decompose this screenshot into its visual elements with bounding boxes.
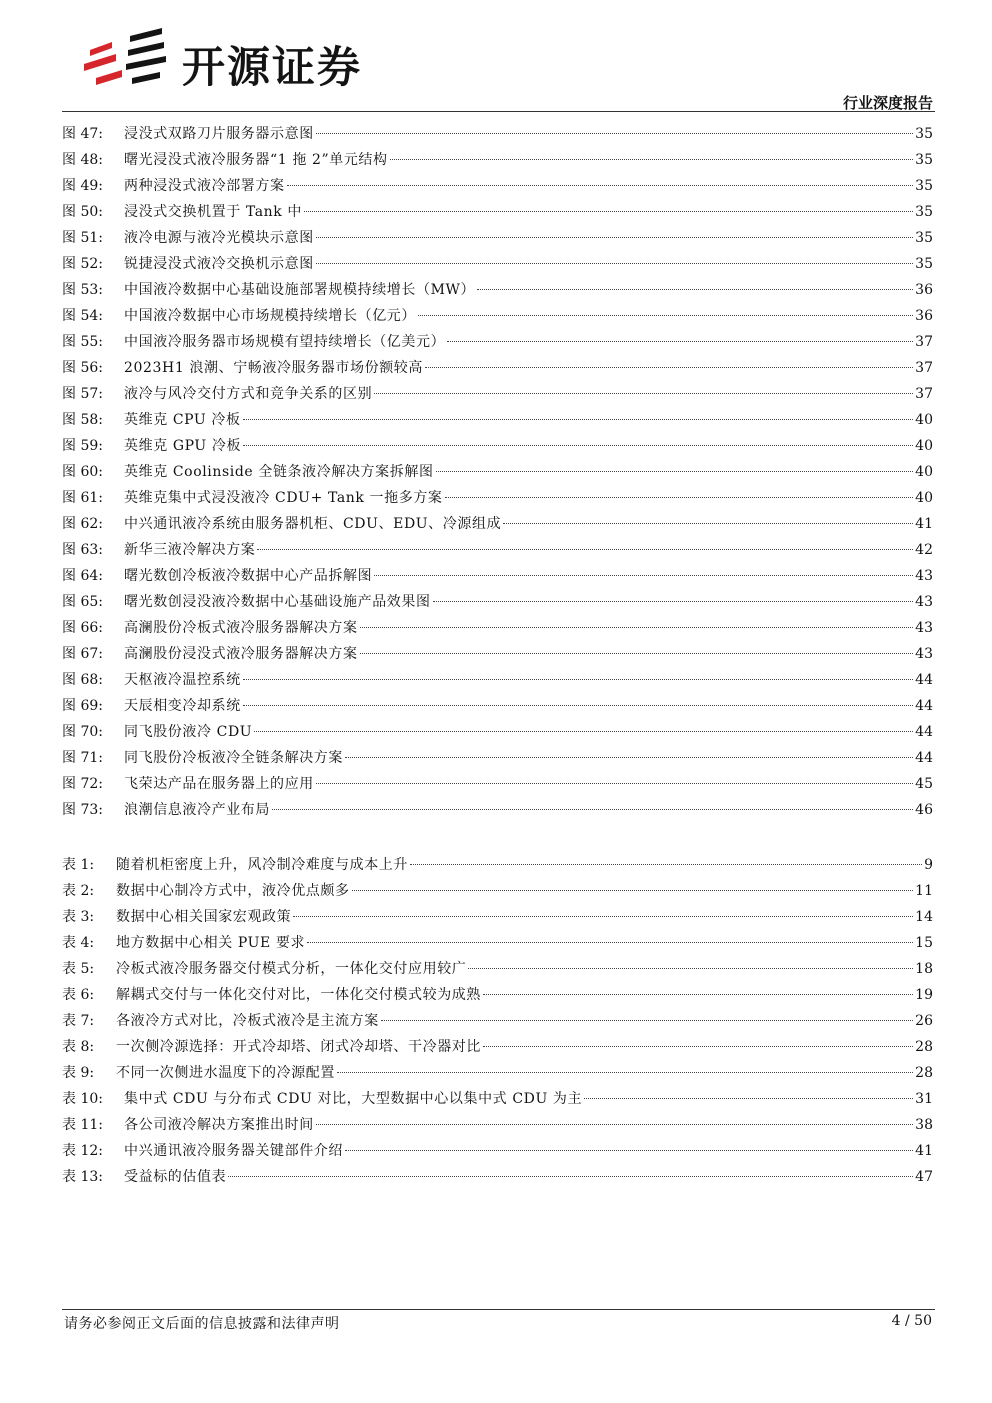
entry-page: 45 bbox=[915, 776, 933, 792]
header-divider bbox=[62, 111, 935, 112]
entry-page: 28 bbox=[915, 1039, 933, 1055]
dot-leader bbox=[390, 159, 914, 160]
entry-title: 浸没式交换机置于 Tank 中 bbox=[124, 204, 302, 220]
dot-leader bbox=[503, 523, 913, 524]
entry-title: 各液冷方式对比，冷板式液冷是主流方案 bbox=[116, 1013, 379, 1029]
entry-label: 表 4: bbox=[62, 935, 95, 951]
dot-leader bbox=[316, 133, 913, 134]
dot-leader bbox=[243, 445, 913, 446]
dot-leader bbox=[436, 471, 914, 472]
entry-label: 表 1: bbox=[62, 857, 95, 873]
entry-label: 图 49: bbox=[62, 178, 103, 194]
entry-title: 高澜股份冷板式液冷服务器解决方案 bbox=[124, 620, 358, 636]
entry-page: 11 bbox=[915, 883, 933, 899]
entry-page: 44 bbox=[915, 672, 933, 688]
entry-page: 43 bbox=[915, 646, 933, 662]
entry-page: 37 bbox=[915, 360, 933, 376]
entry-page: 38 bbox=[915, 1117, 933, 1133]
entry-page: 35 bbox=[915, 126, 933, 142]
entry-title: 数据中心相关国家宏观政策 bbox=[116, 909, 292, 925]
entry-title: 解耦式交付与一体化交付对比，一体化交付模式较为成熟 bbox=[116, 987, 481, 1003]
entry-label: 图 73: bbox=[62, 802, 103, 818]
entry-label: 表 10: bbox=[62, 1091, 103, 1107]
dot-leader bbox=[360, 627, 914, 628]
entry-title: 中国液冷数据中心基础设施部署规模持续增长（MW） bbox=[124, 282, 476, 298]
entry-page: 19 bbox=[915, 987, 933, 1003]
dot-leader bbox=[374, 575, 913, 576]
dot-leader bbox=[254, 731, 913, 732]
entry-label: 图 47: bbox=[62, 126, 103, 142]
entry-title: 新华三液冷解决方案 bbox=[124, 542, 256, 558]
entry-title: 浸没式双路刀片服务器示意图 bbox=[124, 126, 314, 142]
entry-page: 37 bbox=[915, 386, 933, 402]
dot-leader bbox=[272, 809, 913, 810]
dot-leader bbox=[352, 890, 914, 891]
dot-leader bbox=[293, 916, 913, 917]
dot-leader bbox=[316, 237, 913, 238]
figure-entry[interactable] bbox=[62, 563, 933, 589]
figure-entry[interactable] bbox=[62, 667, 933, 693]
page-header bbox=[62, 22, 935, 112]
entry-title: 天辰相变冷却系统 bbox=[124, 698, 241, 714]
figure-entry[interactable] bbox=[62, 251, 933, 277]
figure-entry[interactable] bbox=[62, 797, 933, 823]
table-entry[interactable] bbox=[62, 852, 933, 878]
entry-label: 图 51: bbox=[62, 230, 103, 246]
brand-name: 开源证券 bbox=[182, 43, 362, 93]
entry-label: 图 71: bbox=[62, 750, 103, 766]
entry-title: 冷板式液冷服务器交付模式分析，一体化交付应用较广 bbox=[116, 961, 467, 977]
entry-title: 随着机柜密度上升，风冷制冷难度与成本上升 bbox=[116, 857, 408, 873]
entry-title: 2023H1 浪潮、宁畅液冷服务器市场份额较高 bbox=[124, 360, 423, 376]
entry-title: 中国液冷数据中心市场规模持续增长（亿元） bbox=[124, 308, 416, 324]
figure-entry[interactable] bbox=[62, 147, 933, 173]
dot-leader bbox=[337, 1072, 913, 1073]
entry-page: 36 bbox=[915, 282, 933, 298]
table-entry[interactable] bbox=[62, 904, 933, 930]
entry-title: 液冷与风冷交付方式和竞争关系的区别 bbox=[124, 386, 373, 402]
entry-page: 44 bbox=[915, 750, 933, 766]
entry-page: 26 bbox=[915, 1013, 933, 1029]
dot-leader bbox=[228, 1176, 913, 1177]
dot-leader bbox=[243, 679, 913, 680]
entry-title: 各公司液冷解决方案推出时间 bbox=[124, 1117, 314, 1133]
dot-leader bbox=[477, 289, 913, 290]
report-type: 行业深度报告 bbox=[842, 94, 933, 112]
entry-label: 表 13: bbox=[62, 1169, 103, 1185]
dot-leader bbox=[304, 211, 913, 212]
entry-label: 图 66: bbox=[62, 620, 103, 636]
figure-entry[interactable] bbox=[62, 615, 933, 641]
entry-label: 表 5: bbox=[62, 961, 95, 977]
entry-title: 飞荣达产品在服务器上的应用 bbox=[124, 776, 314, 792]
brand-mark-icon bbox=[82, 28, 168, 92]
entry-page: 40 bbox=[915, 438, 933, 454]
entry-page: 41 bbox=[915, 1143, 933, 1159]
figure-entry[interactable] bbox=[62, 381, 933, 407]
footer-divider bbox=[62, 1309, 935, 1310]
entry-label: 图 55: bbox=[62, 334, 103, 350]
entry-page: 36 bbox=[915, 308, 933, 324]
dot-leader bbox=[243, 705, 913, 706]
entry-title: 锐捷浸没式液冷交换机示意图 bbox=[124, 256, 314, 272]
entry-title: 集中式 CDU 与分布式 CDU 对比，大型数据中心以集中式 CDU 为主 bbox=[124, 1091, 583, 1107]
dot-leader bbox=[345, 1150, 913, 1151]
table-entry[interactable] bbox=[62, 1164, 933, 1190]
figure-entry[interactable] bbox=[62, 199, 933, 225]
figure-entry[interactable] bbox=[62, 407, 933, 433]
dot-leader bbox=[374, 393, 913, 394]
entry-page: 43 bbox=[915, 594, 933, 610]
figure-entry[interactable] bbox=[62, 121, 933, 147]
figure-entry[interactable] bbox=[62, 329, 933, 355]
legal-disclaimer: 请务必参阅正文后面的信息披露和法律声明 bbox=[64, 1316, 340, 1332]
entry-page: 35 bbox=[915, 230, 933, 246]
entry-title: 曙光数创浸没液冷数据中心基础设施产品效果图 bbox=[124, 594, 431, 610]
entry-page: 18 bbox=[915, 961, 933, 977]
entry-label: 图 59: bbox=[62, 438, 103, 454]
entry-label: 表 8: bbox=[62, 1039, 95, 1055]
figure-list bbox=[62, 121, 933, 823]
entry-page: 9 bbox=[924, 857, 933, 873]
entry-label: 图 58: bbox=[62, 412, 103, 428]
entry-label: 图 50: bbox=[62, 204, 103, 220]
dot-leader bbox=[316, 783, 913, 784]
entry-label: 表 9: bbox=[62, 1065, 95, 1081]
dot-leader bbox=[584, 1098, 913, 1099]
entry-page: 31 bbox=[915, 1091, 933, 1107]
figure-entry[interactable] bbox=[62, 277, 933, 303]
table-entry[interactable] bbox=[62, 878, 933, 904]
entry-label: 图 67: bbox=[62, 646, 103, 662]
table-entry[interactable] bbox=[62, 1112, 933, 1138]
entry-page: 40 bbox=[915, 490, 933, 506]
entry-label: 图 56: bbox=[62, 360, 103, 376]
entry-title: 浪潮信息液冷产业布局 bbox=[124, 802, 270, 818]
figure-entry[interactable] bbox=[62, 225, 933, 251]
entry-title: 液冷电源与液冷光模块示意图 bbox=[124, 230, 314, 246]
entry-title: 同飞股份液冷 CDU bbox=[124, 724, 253, 740]
entry-page: 28 bbox=[915, 1065, 933, 1081]
dot-leader bbox=[468, 968, 913, 969]
entry-label: 图 48: bbox=[62, 152, 103, 168]
entry-page: 43 bbox=[915, 568, 933, 584]
entry-title: 中兴通讯液冷服务器关键部件介绍 bbox=[124, 1143, 343, 1159]
entry-title: 中国液冷服务器市场规模有望持续增长（亿美元） bbox=[124, 334, 446, 350]
page-number: 4 / 50 bbox=[891, 1313, 932, 1329]
entry-label: 图 65: bbox=[62, 594, 103, 610]
entry-title: 英维克集中式浸没液冷 CDU+ Tank 一拖多方案 bbox=[124, 490, 443, 506]
entry-title: 一次侧冷源选择：开式冷却塔、闭式冷却塔、干冷器对比 bbox=[116, 1039, 481, 1055]
entry-label: 图 57: bbox=[62, 386, 103, 402]
entry-label: 图 64: bbox=[62, 568, 103, 584]
entry-label: 表 7: bbox=[62, 1013, 95, 1029]
entry-page: 14 bbox=[915, 909, 933, 925]
entry-page: 40 bbox=[915, 464, 933, 480]
entry-title: 高澜股份浸没式液冷服务器解决方案 bbox=[124, 646, 358, 662]
figure-entry[interactable] bbox=[62, 511, 933, 537]
entry-page: 41 bbox=[915, 516, 933, 532]
dot-leader bbox=[433, 601, 914, 602]
table-entry[interactable] bbox=[62, 1034, 933, 1060]
figure-entry[interactable] bbox=[62, 485, 933, 511]
entry-label: 图 54: bbox=[62, 308, 103, 324]
figure-entry[interactable] bbox=[62, 693, 933, 719]
figure-entry[interactable] bbox=[62, 303, 933, 329]
dot-leader bbox=[483, 1046, 913, 1047]
entry-label: 图 70: bbox=[62, 724, 103, 740]
entry-label: 图 60: bbox=[62, 464, 103, 480]
entry-title: 英维克 GPU 冷板 bbox=[124, 438, 242, 454]
dot-leader bbox=[287, 185, 914, 186]
entry-page: 42 bbox=[915, 542, 933, 558]
dot-leader bbox=[257, 549, 913, 550]
entry-title: 不同一次侧进水温度下的冷源配置 bbox=[116, 1065, 335, 1081]
entry-label: 图 72: bbox=[62, 776, 103, 792]
figure-entry[interactable] bbox=[62, 355, 933, 381]
dot-leader bbox=[425, 367, 913, 368]
entry-title: 曙光数创冷板液冷数据中心产品拆解图 bbox=[124, 568, 373, 584]
figure-entry[interactable] bbox=[62, 433, 933, 459]
dot-leader bbox=[410, 864, 922, 865]
table-entry[interactable] bbox=[62, 1138, 933, 1164]
entry-label: 图 62: bbox=[62, 516, 103, 532]
entry-page: 47 bbox=[915, 1169, 933, 1185]
entry-label: 图 69: bbox=[62, 698, 103, 714]
entry-title: 同飞股份冷板液冷全链条解决方案 bbox=[124, 750, 343, 766]
table-entry[interactable] bbox=[62, 930, 933, 956]
table-entry[interactable] bbox=[62, 1008, 933, 1034]
entry-label: 表 6: bbox=[62, 987, 95, 1003]
entry-title: 曙光浸没式液冷服务器“1 拖 2”单元结构 bbox=[124, 152, 388, 168]
figure-entry[interactable] bbox=[62, 537, 933, 563]
entry-page: 35 bbox=[915, 204, 933, 220]
entry-title: 天枢液冷温控系统 bbox=[124, 672, 241, 688]
brand-logo bbox=[82, 28, 372, 92]
entry-label: 图 63: bbox=[62, 542, 103, 558]
figure-entry[interactable] bbox=[62, 173, 933, 199]
entry-page: 44 bbox=[915, 724, 933, 740]
entry-page: 40 bbox=[915, 412, 933, 428]
entry-label: 表 3: bbox=[62, 909, 95, 925]
table-entry[interactable] bbox=[62, 956, 933, 982]
figure-entry[interactable] bbox=[62, 771, 933, 797]
entry-page: 37 bbox=[915, 334, 933, 350]
entry-page: 35 bbox=[915, 178, 933, 194]
entry-page: 35 bbox=[915, 256, 933, 272]
dot-leader bbox=[345, 757, 913, 758]
figure-entry[interactable] bbox=[62, 745, 933, 771]
entry-label: 图 52: bbox=[62, 256, 103, 272]
entry-title: 中兴通讯液冷系统由服务器机柜、CDU、EDU、冷源组成 bbox=[124, 516, 502, 532]
entry-title: 受益标的估值表 bbox=[124, 1169, 227, 1185]
table-entry[interactable] bbox=[62, 1060, 933, 1086]
entry-title: 英维克 CPU 冷板 bbox=[124, 412, 241, 428]
table-list bbox=[62, 852, 933, 1190]
entry-label: 图 68: bbox=[62, 672, 103, 688]
dot-leader bbox=[445, 497, 914, 498]
dot-leader bbox=[316, 263, 913, 264]
figure-entry[interactable] bbox=[62, 719, 933, 745]
entry-title: 地方数据中心相关 PUE 要求 bbox=[116, 935, 306, 951]
entry-label: 图 53: bbox=[62, 282, 103, 298]
dot-leader bbox=[316, 1124, 913, 1125]
dot-leader bbox=[307, 942, 913, 943]
figure-entry[interactable] bbox=[62, 641, 933, 667]
figure-entry[interactable] bbox=[62, 589, 933, 615]
table-entry[interactable] bbox=[62, 1086, 933, 1112]
entry-label: 表 2: bbox=[62, 883, 95, 899]
dot-leader bbox=[447, 341, 913, 342]
dot-leader bbox=[243, 419, 914, 420]
figure-entry[interactable] bbox=[62, 459, 933, 485]
entry-page: 46 bbox=[915, 802, 933, 818]
entry-page: 35 bbox=[915, 152, 933, 168]
entry-title: 数据中心制冷方式中，液冷优点颇多 bbox=[116, 883, 350, 899]
entry-page: 44 bbox=[915, 698, 933, 714]
dot-leader bbox=[483, 994, 913, 995]
entry-label: 表 11: bbox=[62, 1117, 103, 1133]
entry-title: 英维克 Coolinside 全链条液冷解决方案拆解图 bbox=[124, 464, 434, 480]
dot-leader bbox=[381, 1020, 913, 1021]
entry-page: 15 bbox=[915, 935, 933, 951]
dot-leader bbox=[418, 315, 913, 316]
table-entry[interactable] bbox=[62, 982, 933, 1008]
entry-label: 图 61: bbox=[62, 490, 103, 506]
entry-label: 表 12: bbox=[62, 1143, 103, 1159]
entry-title: 两种浸没式液冷部署方案 bbox=[124, 178, 285, 194]
entry-page: 43 bbox=[915, 620, 933, 636]
dot-leader bbox=[360, 653, 914, 654]
